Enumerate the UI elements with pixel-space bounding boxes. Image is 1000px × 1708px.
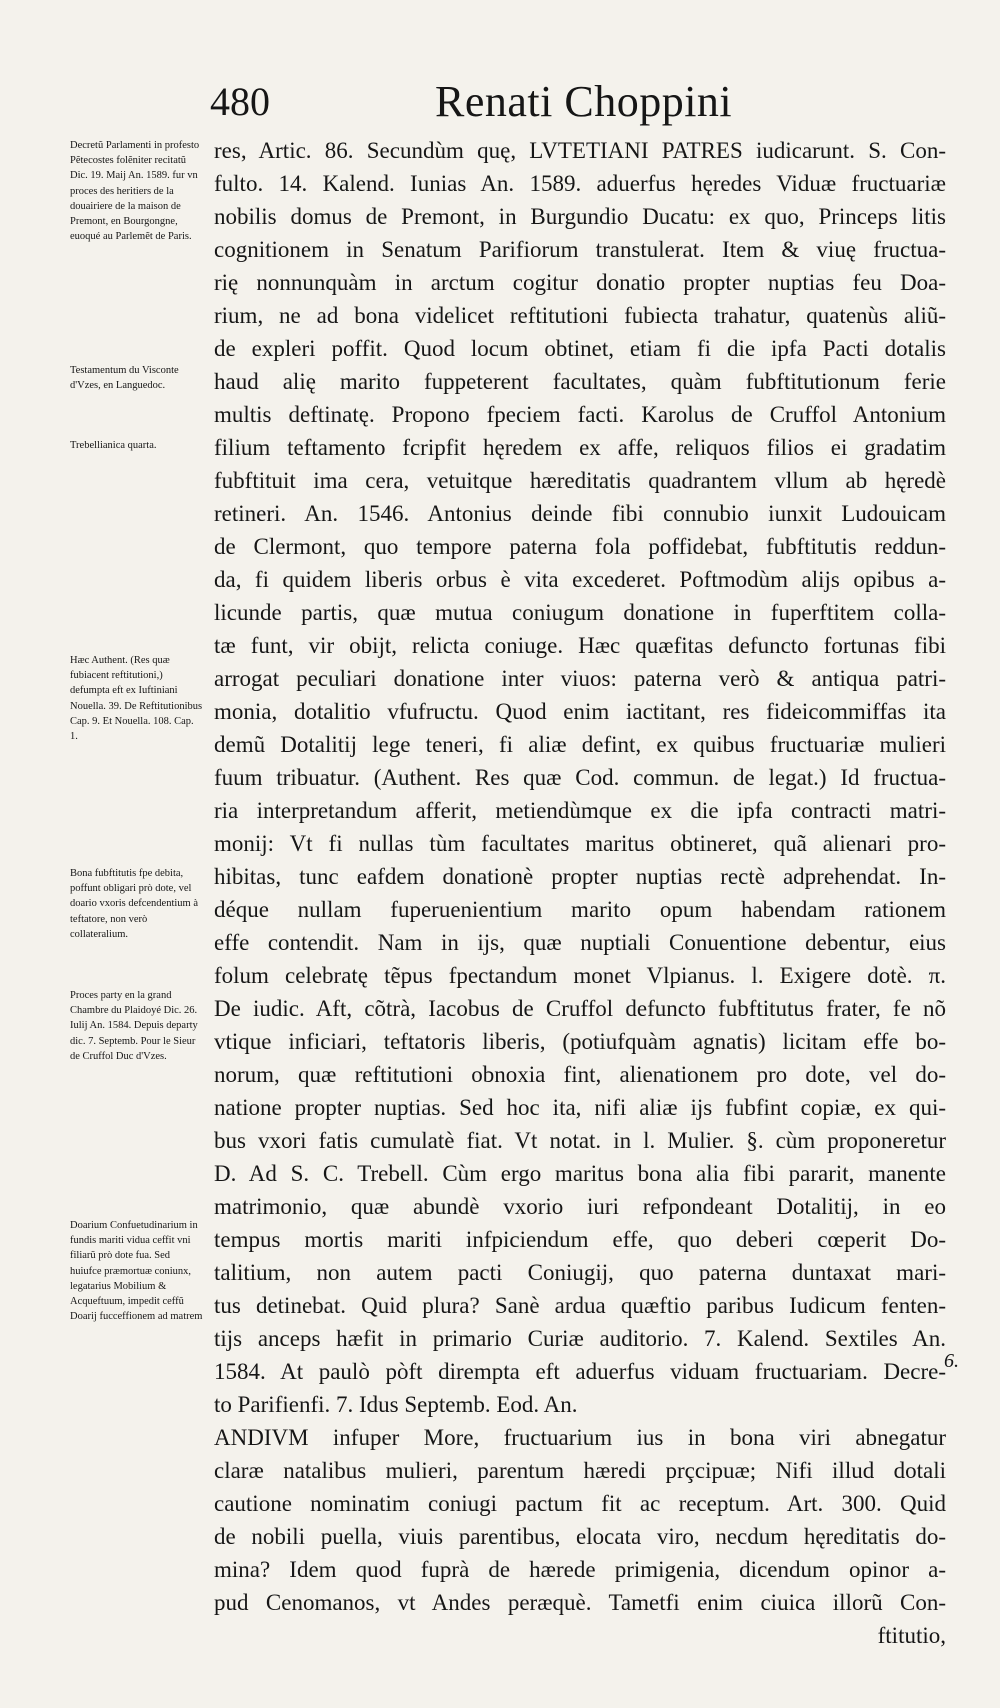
text-line: natione propter nuptias. Sed hoc ita, nifi aliæ ijs fubfint copiæ, ex qui- — [214, 1095, 946, 1120]
text-line: hibitas, tunc eafdem donationè propter nuptias rectè adprehendat. In- — [214, 864, 946, 889]
text-line: fuum tribuatur. (Authent. Res quæ Cod. commun. de legat.) Id fructua- — [214, 765, 946, 790]
text-line: to Parifienfi. 7. Idus Septemb. Eod. An. — [214, 1392, 578, 1417]
text-line: bus vxori fatis cumulatè fiat. Vt notat. in l. Mulier. §. cùm proponeretur — [214, 1128, 946, 1153]
text-line: norum, quæ reftitutioni obnoxia fint, alienationem pro dote, vel do- — [214, 1062, 946, 1087]
margin-note: Decretũ Parlamenti in profesto Pẽtecostes folẽniter recitatũ Dic. 19. Maij An. 1589. fur vn proces des heritiers de la douairiere de la maison de Premont, en Bourgongne, euoqué au Parlemẽt de Paris. — [70, 140, 200, 243]
text-line: 1584. At paulò pòft dirempta eft aduerfus viduam fructuariam. Decre- — [214, 1359, 946, 1384]
text-line: De iudic. Aft, cõtrà, Iacobus de Cruffol defuncto fubftitutus frater, fe nõ — [214, 996, 946, 1021]
text-line: mina? Idem quod fuprà de hærede primigenia, dicendum opinor a- — [214, 1557, 946, 1582]
margin-note: Trebellianica quarta. — [70, 440, 157, 451]
text-line: talitium, non autem pacti Coniugij, quo paterna duntaxat mari- — [214, 1260, 946, 1285]
text-line: tempus mortis mariti infpiciendum effe, quo deberi cœperit Do- — [214, 1227, 946, 1252]
text-line: haud alię marito fuppeterent facultates, quàm fubftitutionum ferie — [214, 369, 946, 394]
text-line: cognitionem in Senatum Parifiorum transtulerat. Item & viuę fructua- — [214, 237, 946, 262]
text-line: claræ natalibus mulieri, parentum hæredi prçcipuæ; Nifi illud dotali — [214, 1458, 946, 1483]
text-line: de expleri poffit. Quod locum obtinet, etiam fi die ipfa Pacti dotalis — [214, 336, 946, 361]
running-title: Renati Choppini — [435, 77, 733, 126]
text-line: licunde partis, quæ mutua coniugum donatione in fuperftitem colla- — [214, 600, 946, 625]
text-line: nobilis domus de Premont, in Burgundio Ducatu: ex quo, Princeps litis — [214, 204, 946, 229]
text-line: fulto. 14. Kalend. Iunias An. 1589. aduerfus hęredes Viduæ fructuariæ — [214, 171, 946, 196]
text-line: demũ Dotalitij lege teneri, fi aliæ defint, ex quibus fructuariæ mulieri — [214, 732, 946, 757]
text-line: ANDIVM infuper More, fructuarium ius in bona viri abnegatur — [214, 1425, 946, 1450]
margin-note: Bona fubftitutis fpe debita, poffunt obligari prò dote, vel doario vxoris defcendentium à teftatore, non verò collateralium. — [70, 868, 198, 940]
text-line: tus detinebat. Quid plura? Sanè ardua quæftio paribus Iudicum fenten- — [214, 1293, 946, 1318]
text-line: effe contendit. Nam in ijs, quæ nuptiali Conuentione debentur, eius — [214, 930, 946, 955]
text-line: monia, dotalitio vfufructu. Quod enim iactitant, res fideicommiffas ita — [214, 699, 946, 724]
text-line: retineri. An. 1546. Antonius deinde fibi connubio iunxit Ludouicam — [214, 501, 946, 526]
outer-margin-number: 6. — [944, 1350, 959, 1372]
text-line: rium, ne ad bona videlicet reftitutioni fubiecta trahatur, quatenùs aliũ- — [214, 303, 946, 328]
text-line: fubftituit ima cera, vetuitque hæreditatis quadrantem vllum ab hęredè — [214, 468, 946, 493]
page-number: 480 — [210, 79, 270, 124]
text-line: multis deftinatę. Propono fpeciem facti. Karolus de Cruffol Antonium — [214, 402, 946, 427]
text-line: ftitutio, — [877, 1623, 946, 1648]
page-header — [0, 78, 1000, 128]
text-line: rię nonnunquàm in arctum cogitur donatio propter nuptias feu Doa- — [214, 270, 946, 295]
text-line: filium teftamento fcripfit hęredem ex affe, reliquos filios ei gradatim — [214, 435, 946, 460]
text-line: cautione nominatim coniugi pactum fit ac receptum. Art. 300. Quid — [214, 1491, 946, 1516]
text-line: D. Ad S. C. Trebell. Cùm ergo maritus bona alia fibi pararit, manente — [214, 1161, 946, 1186]
text-line: ria interpretandum afferit, metiendùmque ex die ipfa contracti matri- — [214, 798, 946, 823]
text-line: tijs anceps hæfit in primario Curiæ auditorio. 7. Kalend. Sextiles An. — [214, 1326, 946, 1351]
margin-note: Testamentum du Visconte d'Vzes, en Languedoc. — [70, 365, 179, 392]
text-line: res, Artic. 86. Secundùm quę, LVTETIANI PATRES iudicarunt. S. Con- — [214, 138, 946, 163]
text-line: monij: Vt fi nullas tùm facultates maritus obtineret, quã alienari pro- — [214, 831, 946, 856]
margin-note: Hæc Authent. (Res quæ fubiacent reftitutioni,) defumpta eft ex Iuftiniani Nouella. 39. De Reftitutionibus Cap. 9. Et Nouella. 108. Cap. 1. — [70, 655, 203, 743]
margin-note: Doarium Confuetudinarium in fundis mariti vidua ceffit vni filiarũ prò dote fua. Sed huiufce præmortuæ coniunx, legatarius Mobilium & Acqueftuum, impedit ceffũ Doarij fucceffionem ad matrem — [70, 1220, 203, 1323]
text-line: arrogat peculiari donatione inter viuos: paterna verò & antiqua patri- — [214, 666, 946, 691]
text-line: folum celebratę tẽpus fpectandum monet Vlpianus. l. Exigere dotè. π. — [214, 963, 946, 988]
text-line: matrimonio, quæ abundè vxorio iuri refpondeant Dotalitij, in eo — [214, 1194, 946, 1219]
text-line: de nobili puella, viuis parentibus, elocata viro, necdum hęreditatis do- — [214, 1524, 946, 1549]
text-line: da, fi quidem liberis orbus è vita excederet. Poftmodùm alijs opibus a- — [214, 567, 946, 592]
text-line: vtique inficiari, teftatoris liberis, (potiufquàm agnatis) licitam effe bo- — [214, 1029, 946, 1054]
text-line: pud Cenomanos, vt Andes peræquè. Tametfi enim ciuica illorũ Con- — [214, 1590, 946, 1615]
text-line: de Clermont, quo tempore paterna fola poffidebat, fubftitutis reddun- — [214, 534, 946, 559]
text-line: déque nullam fuperuenientium marito opum habendam rationem — [214, 897, 946, 922]
margin-note: Proces party en la grand Chambre du Plaidoyé Dic. 26. Iulij An. 1584. Depuis departy dic. 7. Septemb. Pour le Sieur de Cruffol Duc d'Vzes. — [70, 990, 198, 1062]
text-line: tæ funt, vir obijt, relicta coniuge. Hæc quæfitas defuncto fortunas fibi — [214, 633, 946, 658]
